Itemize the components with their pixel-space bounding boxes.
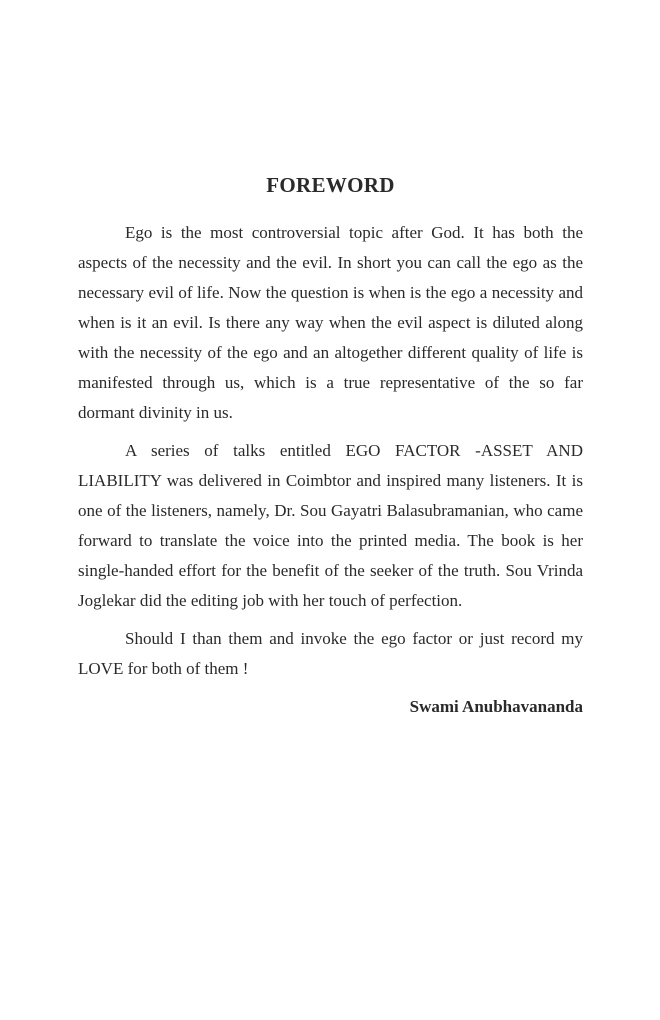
page-title: FOREWORD xyxy=(266,173,395,197)
foreword-page xyxy=(78,168,583,722)
paragraph-1: Ego is the most controversial topic after God. It has both the aspects of the necessity and the evil. In short you can call the ego as the necessary evil of life. Now the question is when is the ego a necessity and when is it an evil. Is there any way when the evil aspect is diluted along with the necessity of the ego and an altogether different quality of life is manifested through us, which is a true representative of the so far dormant divinity in us. xyxy=(78,223,583,422)
paragraph-3: Should I than them and invoke the ego factor or just record my LOVE for both of them ! xyxy=(78,629,583,678)
author-signature: Swami Anubhavananda xyxy=(409,697,583,716)
paragraph-2: A series of talks entitled EGO FACTOR -ASSET AND LIABILITY was delivered in Coimbtor and inspired many listeners. It is one of the listeners, namely, Dr. Sou Gayatri Balasubramanian, who came forward to translate the voice into the printed media. The book is her single-handed effort for the benefit of the seeker of the truth. Sou Vrinda Joglekar did the editing job with her touch of perfection. xyxy=(78,441,583,610)
